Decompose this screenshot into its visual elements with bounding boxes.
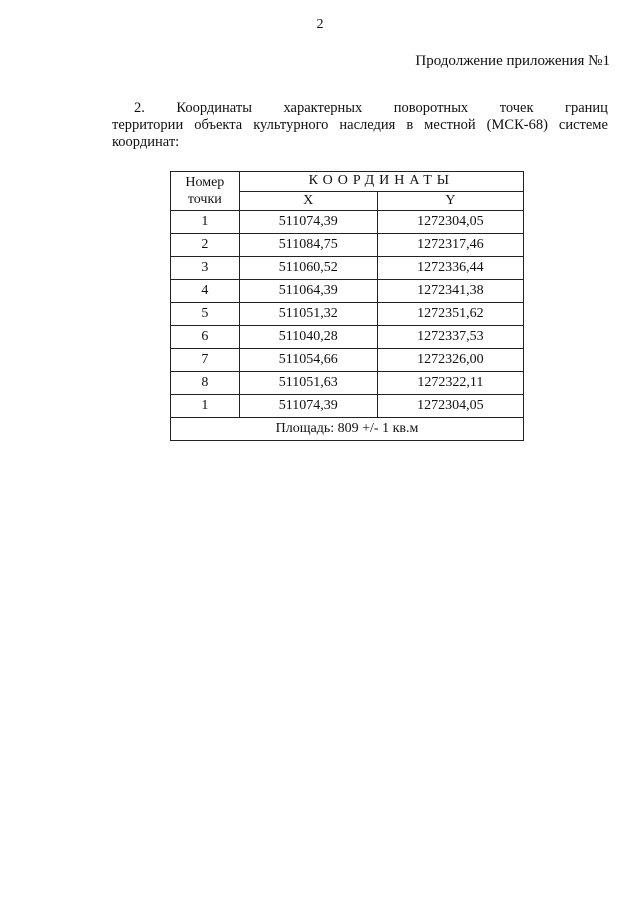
paragraph-word: поворотных (393, 100, 469, 116)
point-number-cell: 1 (171, 395, 240, 418)
point-number-header-line-2: точки (187, 192, 222, 207)
table-row (171, 211, 524, 234)
y-coordinate-cell: 1272337,53 (377, 326, 523, 349)
table-row (171, 303, 524, 326)
y-coordinate-cell: 1272326,00 (377, 349, 523, 372)
point-number-header-line-1: Номер (185, 175, 225, 190)
paragraph-word: Координаты (176, 100, 252, 116)
x-coordinate-cell: 511064,39 (239, 280, 377, 303)
point-number-cell: 6 (171, 326, 240, 349)
point-number-cell: 4 (171, 280, 240, 303)
paragraph-line-1 (134, 100, 608, 117)
y-coordinate-cell: 1272304,05 (377, 211, 523, 234)
table-row (171, 326, 524, 349)
paragraph-line-3: координат: (112, 134, 180, 150)
coordinates-table-body (171, 211, 524, 441)
paragraph-word: границ (565, 100, 608, 116)
point-number-cell: 1 (171, 211, 240, 234)
paragraph-word: в (406, 117, 414, 133)
table-row (171, 234, 524, 257)
point-number-cell: 8 (171, 372, 240, 395)
x-coordinate-cell: 511054,66 (239, 349, 377, 372)
coordinates-intro-paragraph (112, 100, 608, 151)
x-coordinate-cell: 511084,75 (239, 234, 377, 257)
table-row (171, 395, 524, 418)
point-number-cell: 5 (171, 303, 240, 326)
y-coordinate-cell: 1272317,46 (377, 234, 523, 257)
paragraph-word: культурного (253, 117, 329, 133)
paragraph-word: наследия (339, 117, 396, 133)
paragraph-word: (МСК-68) (486, 117, 548, 133)
point-number-cell: 2 (171, 234, 240, 257)
paragraph-word: системе (558, 117, 608, 133)
table-row (171, 257, 524, 280)
paragraph-word: точек (499, 100, 534, 116)
x-coordinate-cell: 511074,39 (239, 211, 377, 234)
y-coordinate-cell: 1272341,38 (377, 280, 523, 303)
paragraph-word: характерных (283, 100, 363, 116)
point-number-cell: 3 (171, 257, 240, 280)
y-coordinate-cell: 1272304,05 (377, 395, 523, 418)
paragraph-line-2 (112, 117, 608, 134)
table-row (171, 280, 524, 303)
x-coordinate-cell: 511051,32 (239, 303, 377, 326)
paragraph-word: объекта (194, 117, 243, 133)
coordinates-table (170, 171, 524, 441)
x-column-header: X (239, 191, 377, 211)
page-number: 2 (316, 17, 324, 32)
point-number-header (171, 172, 240, 211)
paragraph-word: 2. (134, 100, 145, 116)
x-coordinate-cell: 511051,63 (239, 372, 377, 395)
appendix-continuation-heading: Продолжение приложения №1 (415, 53, 610, 69)
table-header-row (171, 172, 524, 192)
area-row (171, 418, 524, 441)
x-coordinate-cell: 511040,28 (239, 326, 377, 349)
point-number-cell: 7 (171, 349, 240, 372)
paragraph-word: местной (424, 117, 476, 133)
x-coordinate-cell: 511060,52 (239, 257, 377, 280)
y-coordinate-cell: 1272336,44 (377, 257, 523, 280)
paragraph-word: территории (112, 117, 184, 133)
x-coordinate-cell: 511074,39 (239, 395, 377, 418)
table-row (171, 372, 524, 395)
area-cell: Площадь: 809 +/- 1 кв.м (171, 418, 524, 441)
table-row (171, 349, 524, 372)
y-coordinate-cell: 1272322,11 (377, 372, 523, 395)
y-coordinate-cell: 1272351,62 (377, 303, 523, 326)
coordinates-group-header: КООРДИНАТЫ (239, 172, 523, 192)
y-column-header: Y (377, 191, 523, 211)
